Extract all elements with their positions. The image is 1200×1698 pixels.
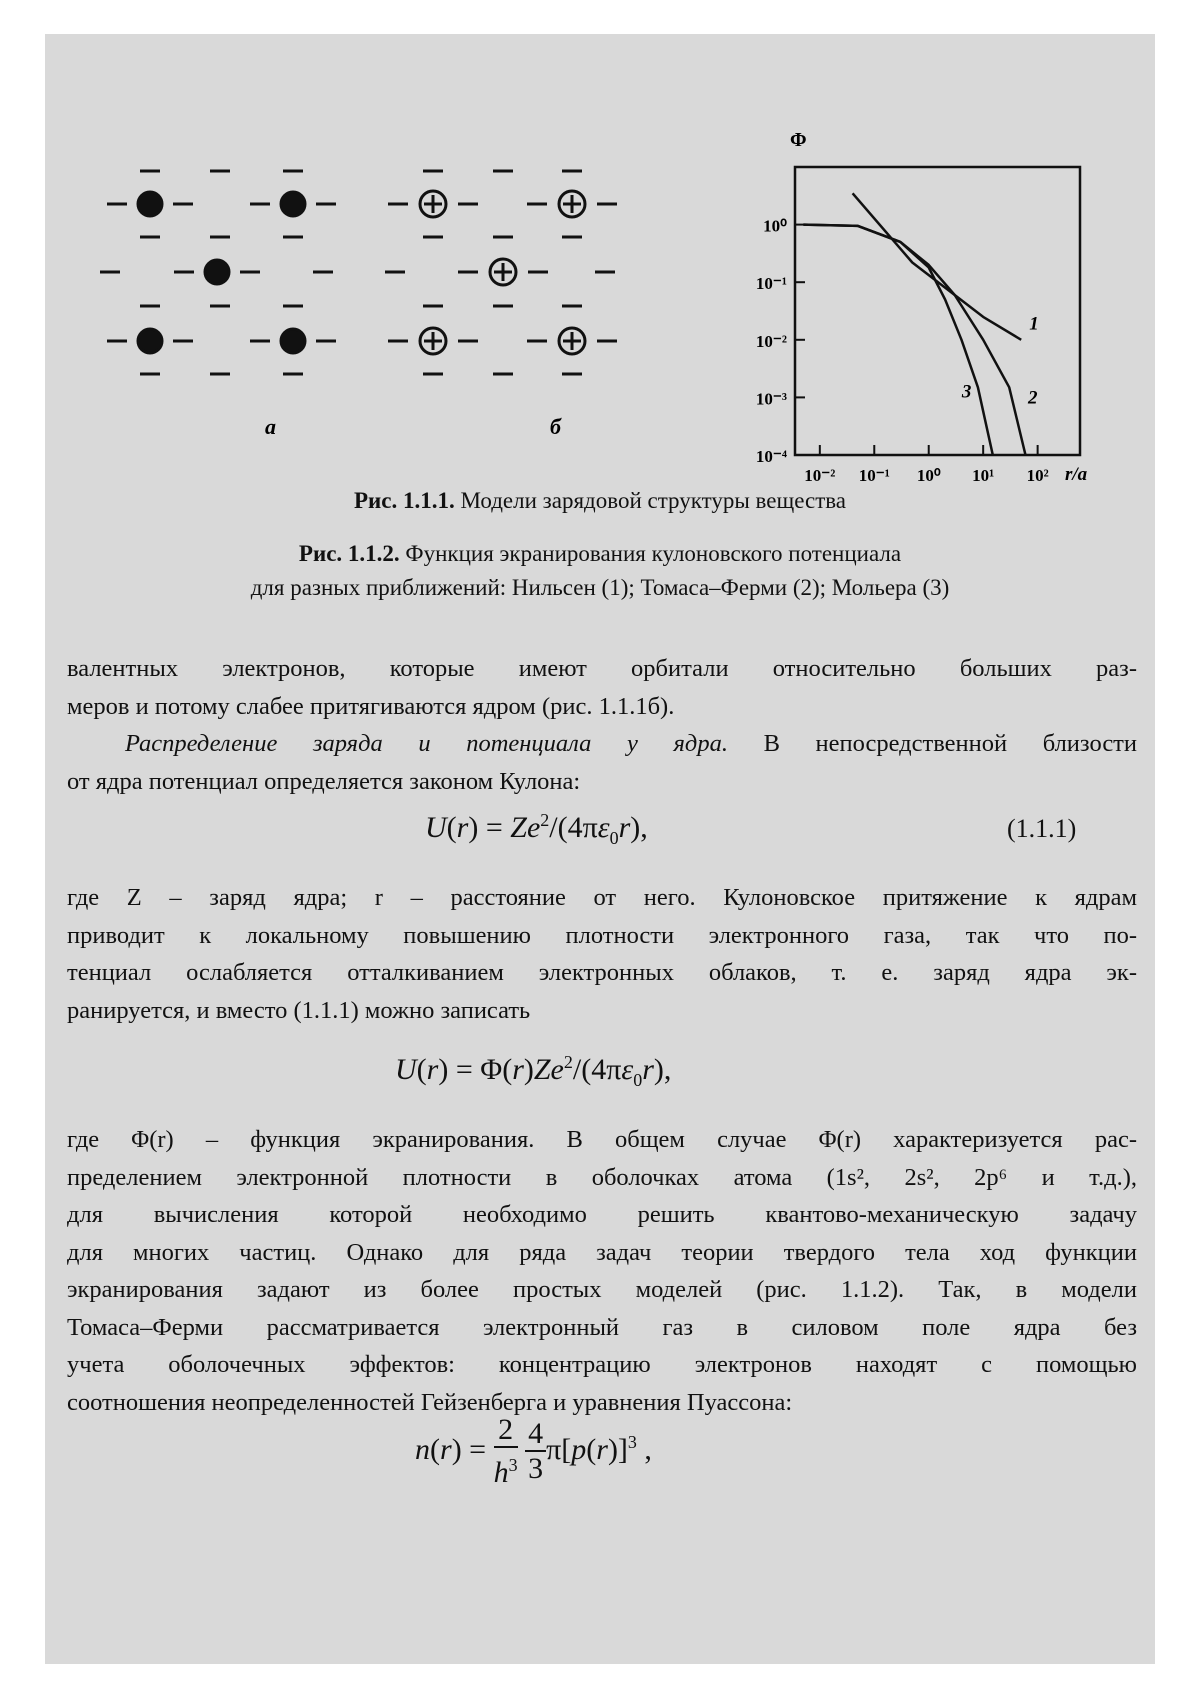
text-line: для вычисления которой необходимо решить квантово-механическую задачу	[67, 1201, 1137, 1228]
x-tick-label: 10⁰	[916, 466, 941, 485]
chart-x-title: r/a	[1065, 464, 1088, 485]
positive-ion	[420, 328, 446, 354]
paragraph-2	[67, 725, 1137, 800]
text-line: меров и потому слабее притягиваются ядром (рис. 1.1.1б).	[67, 692, 675, 720]
positive-ion	[559, 328, 585, 354]
paragraph-3	[67, 879, 1137, 1029]
figure-2-caption-number: Рис. 1.1.2.	[298, 541, 400, 566]
curve-label-2: 2	[1027, 387, 1038, 409]
book-page	[45, 34, 1155, 1664]
fraction-4-over-3: $\frac{4}{3}$	[525, 1418, 546, 1486]
curve-label-1: 1	[1029, 313, 1039, 335]
text-line-rest: В непосредственной близости	[727, 730, 1138, 757]
nucleus	[138, 192, 162, 216]
equation-electron-density: n(r) = $\frac{2}{h^3}$ $\frac{4}{3}$ $\pi[p(r)]^3$ ,	[415, 1413, 652, 1489]
paragraph-4	[67, 1121, 1137, 1421]
figure-a-ion-lattice	[100, 171, 336, 374]
figure-b-ion-lattice	[385, 171, 617, 374]
positive-ion	[420, 191, 446, 217]
section-heading-italic: Распределение заряда и потенциала у ядра.	[125, 730, 728, 757]
curve-2	[803, 225, 1025, 455]
figure-a-label: а	[265, 414, 276, 439]
y-tick-label: 10⁻³	[755, 389, 787, 409]
nucleus	[138, 329, 162, 353]
figure-2-caption-text: Функция экранирования кулоновского потенциала	[399, 541, 902, 566]
y-tick-label: 10⁰	[763, 216, 787, 236]
figure-b-label: б	[550, 414, 561, 439]
nucleus	[205, 260, 229, 284]
text-line: Томаса–Ферми рассматривается электронный газ в силовом поле ядра без	[67, 1313, 1137, 1341]
text-line: ранируется, и вместо (1.1.1) можно записать	[67, 996, 531, 1024]
text-line	[67, 725, 1137, 763]
x-tick-label: 10⁻¹	[858, 466, 890, 485]
paragraph-1	[67, 650, 1137, 725]
y-axis	[756, 217, 805, 466]
text-line: учета оболочечных эффектов: концентрацию электронов находят с помощью	[67, 1351, 1137, 1378]
equation-number: (1.1.1)	[1007, 814, 1077, 843]
y-tick-label: 10⁻⁴	[755, 447, 787, 466]
charge-structure-figure	[45, 34, 725, 454]
text-line: от ядра потенциал определяется законом Кулона:	[67, 767, 581, 795]
text-line: тенциал ослабляется отталкиванием электронных облаков, т. е. заряд ядра эк-	[67, 959, 1137, 986]
text-line: где Z – заряд ядра; r – расстояние от него. Кулоновское притяжение к ядрам	[67, 884, 1137, 911]
text-line: экранирования задают из более простых моделей (рис. 1.1.2). Так, в модели	[67, 1276, 1137, 1303]
figure-1-caption	[45, 484, 1155, 518]
screening-function-chart	[695, 124, 1105, 524]
x-axis	[804, 445, 1048, 485]
text-line: валентных электронов, которые имеют орбитали относительно больших раз-	[67, 655, 1137, 682]
x-tick-label: 10⁻²	[804, 466, 836, 485]
fraction-2-over-h3: $\frac{2}{h^3}$	[493, 1413, 518, 1489]
positive-ion	[559, 191, 585, 217]
positive-ion	[490, 259, 516, 285]
equation-screened-potential: $U(r) = \Phi(r)Ze^2/(4\pi\varepsilon_0r)$,	[395, 1052, 672, 1090]
figure-2-caption-line-2: для разных приближений: Нильсен (1); Томаса–Ферми (2); Мольера (3)	[250, 575, 950, 600]
x-tick-label: 10¹	[972, 466, 995, 485]
chart-y-title: Φ	[790, 129, 807, 151]
y-tick-label: 10⁻²	[755, 331, 787, 351]
nucleus	[281, 192, 305, 216]
equation-coulomb: $U(r) = Ze^2/(4\pi\varepsilon_0r)$,	[425, 810, 648, 848]
figure-2-caption	[45, 537, 1155, 571]
curve-label-3: 3	[961, 381, 972, 403]
figure-1-caption-number: Рис. 1.1.1.	[353, 488, 455, 513]
text-line: пределением электронной плотности в оболочках атома (1s², 2s², 2p⁶ и т.д.),	[67, 1163, 1137, 1191]
curve-1	[853, 193, 1022, 339]
plot-frame	[795, 167, 1080, 455]
text-line: где Φ(r) – функция экранирования. В общем случае Φ(r) характеризуется рас-	[67, 1126, 1137, 1153]
curve-3	[803, 225, 992, 455]
text-line: приводит к локальному повышению плотности электронного газа, так что по-	[67, 921, 1137, 949]
chart-curves	[803, 193, 1038, 455]
nucleus	[281, 329, 305, 353]
text-line: соотношения неопределенностей Гейзенберга и уравнения Пуассона:	[67, 1388, 793, 1416]
text-line: для многих частиц. Однако для ряда задач теории твердого тела ход функции	[67, 1238, 1137, 1266]
figure-1-caption-text: Модели зарядовой структуры вещества	[454, 488, 847, 513]
y-tick-label: 10⁻¹	[755, 274, 787, 294]
x-tick-label: 10²	[1026, 466, 1049, 485]
